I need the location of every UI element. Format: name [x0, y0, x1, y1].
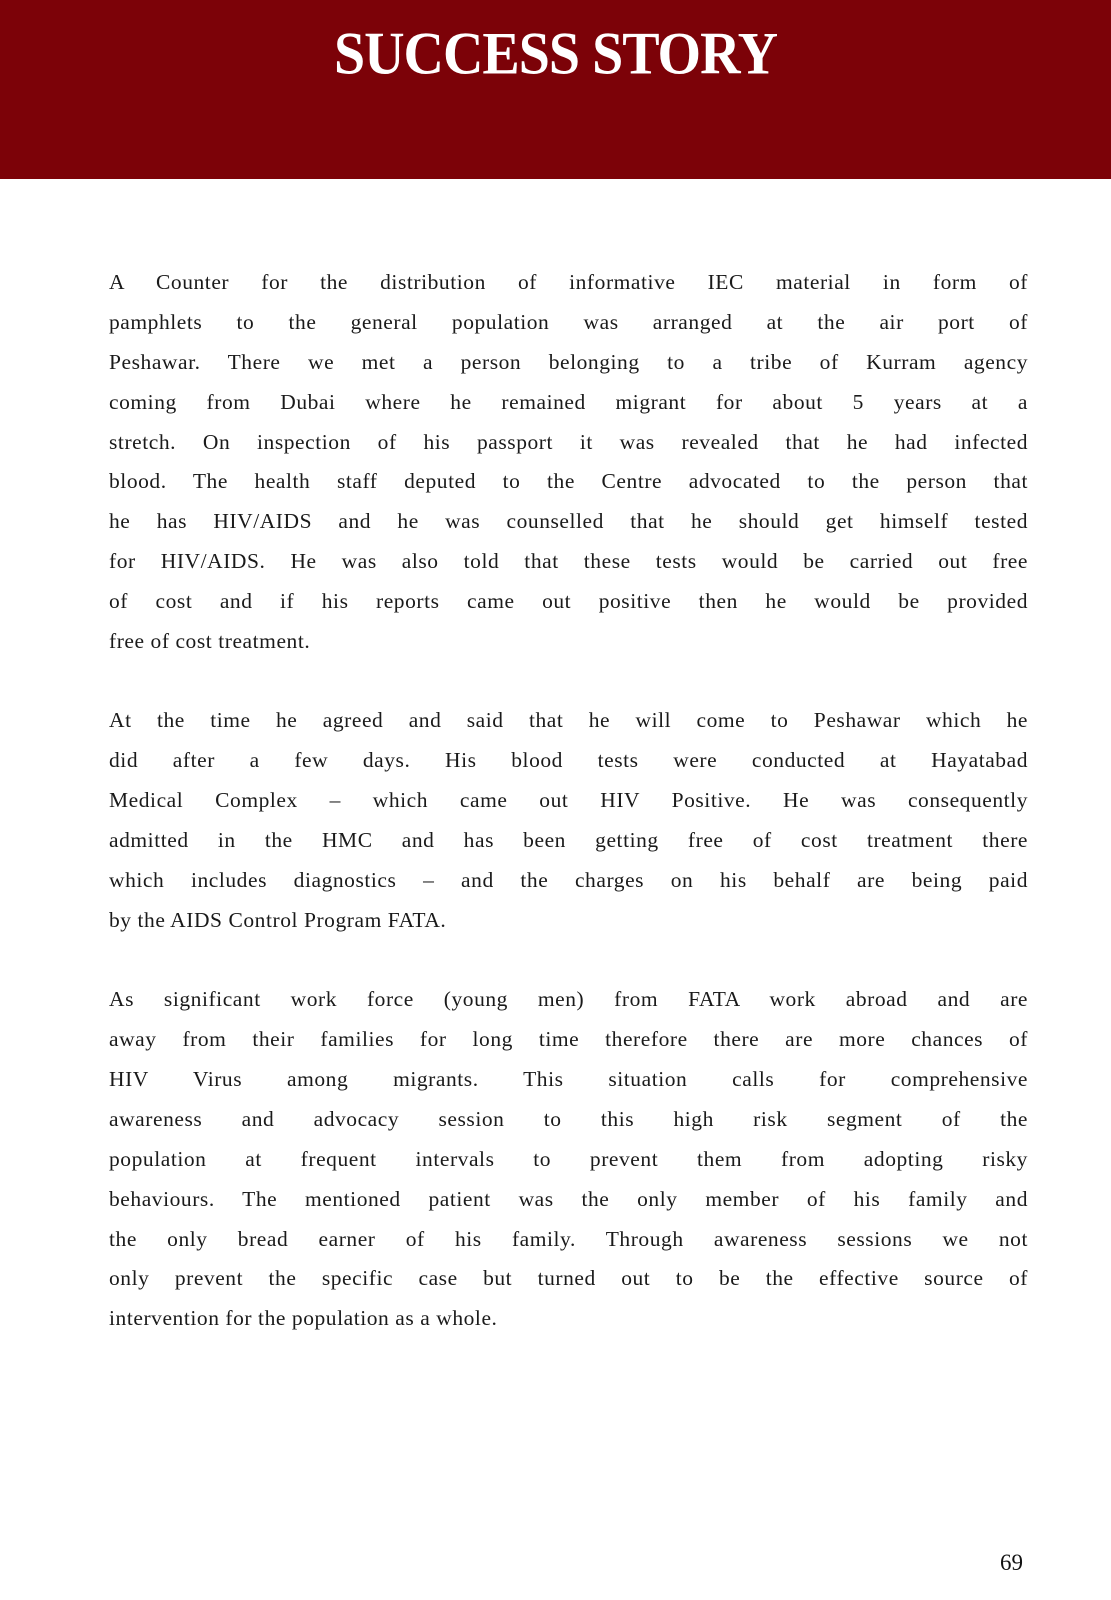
paragraph-1 — [109, 263, 1028, 662]
page-number: 69 — [1000, 1550, 1023, 1575]
text-line: which includes diagnostics – and the charges on his behalf are being paid — [109, 867, 1028, 892]
text-line: did after a few days. His blood tests were conducted at Hayatabad — [109, 748, 1028, 773]
text-line: coming from Dubai where he remained migrant for about 5 years at a — [109, 389, 1028, 414]
text-line: only prevent the specific case but turned out to be the effective source of — [109, 1266, 1028, 1291]
text-line: Medical Complex – which came out HIV Positive. He was consequently — [109, 788, 1028, 813]
text-line: Peshawar. There we met a person belonging to a tribe of Kurram agency — [109, 349, 1028, 374]
text-line: blood. The health staff deputed to the Centre advocated to the person that — [109, 469, 1028, 494]
text-line: pamphlets to the general population was arranged at the air port of — [109, 309, 1028, 334]
text-line: free of cost treatment. — [109, 629, 311, 654]
text-line: population at frequent intervals to prevent them from adopting risky — [109, 1146, 1028, 1171]
text-line: behaviours. The mentioned patient was the only member of his family and — [109, 1186, 1028, 1211]
page-title: SUCCESS STORY — [333, 20, 778, 88]
paragraph-spacer — [109, 941, 1028, 981]
text-line: As significant work force (young men) from FATA work abroad and are — [109, 987, 1028, 1012]
paragraph-2 — [109, 701, 1028, 940]
text-line: stretch. On inspection of his passport it was revealed that he had infected — [109, 429, 1028, 454]
header-band — [0, 0, 1111, 179]
text-line: awareness and advocacy session to this high risk segment of the — [109, 1106, 1028, 1131]
text-line: for HIV/AIDS. He was also told that these tests would be carried out free — [109, 549, 1028, 574]
text-line: he has HIV/AIDS and he was counselled that he should get himself tested — [109, 509, 1028, 534]
text-line: of cost and if his reports came out positive then he would be provided — [109, 589, 1028, 614]
paragraph-spacer — [109, 662, 1028, 702]
text-line: A Counter for the distribution of informative IEC material in form of — [109, 270, 1028, 294]
text-line: away from their families for long time therefore there are more chances of — [109, 1027, 1028, 1052]
text-line: admitted in the HMC and has been getting free of cost treatment there — [109, 828, 1028, 853]
text-line: the only bread earner of his family. Through awareness sessions we not — [109, 1226, 1028, 1251]
paragraph-3 — [109, 980, 1028, 1339]
text-line: At the time he agreed and said that he will come to Peshawar which he — [109, 708, 1028, 733]
text-line: intervention for the population as a whole. — [109, 1306, 498, 1331]
story-body — [109, 263, 1028, 1339]
text-line: HIV Virus among migrants. This situation calls for comprehensive — [109, 1067, 1028, 1092]
text-line: by the AIDS Control Program FATA. — [109, 907, 447, 932]
